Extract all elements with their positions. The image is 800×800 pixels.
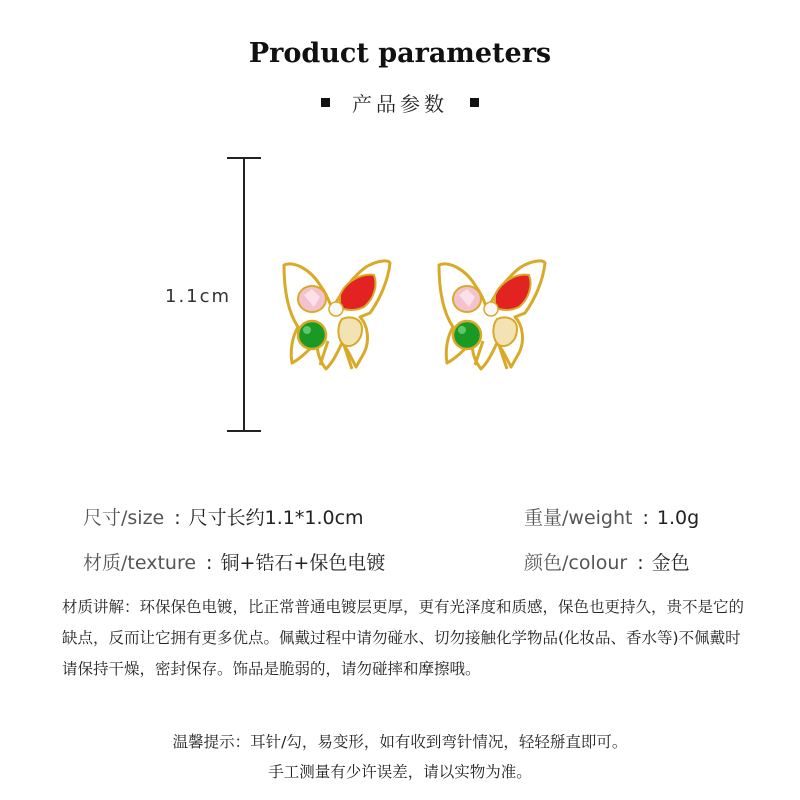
spec-colour-label: 颜色/colour	[524, 552, 628, 574]
spec-material-value: 铜+锆石+保色电镀	[220, 552, 386, 574]
spec-weight: 重量/weight : 1.0g	[524, 503, 699, 530]
right-earring	[439, 261, 545, 369]
square-bullet-icon	[470, 98, 479, 107]
material-description: 材质讲解：环保保色电镀，比正常普通电镀层更厚，更有光泽度和质感，保色也更持久，贵不是它的缺点，反而让它拥有更多优点。佩戴过程中请勿碰水、切勿接触化学物品(化妆品、香水等)不佩戴时请保持干燥，密封保存。饰品是脆弱的，请勿碰摔和摩擦哦。	[62, 598, 745, 678]
spec-colour-value: 金色	[651, 552, 690, 574]
product-image	[275, 255, 555, 380]
spec-colour: 颜色/colour : 金色	[524, 548, 690, 575]
spec-weight-value: 1.0g	[656, 507, 700, 529]
dimension-label: 1.1cm	[165, 286, 232, 307]
spec-size-label: 尺寸/size	[83, 507, 165, 529]
spec-material-label: 材质/texture	[83, 552, 197, 574]
left-earring	[284, 261, 390, 369]
spec-weight-label: 重量/weight	[524, 507, 633, 529]
subtitle-row	[0, 88, 800, 117]
spec-size: 尺寸/size : 尺寸长约1.1*1.0cm	[83, 503, 364, 530]
spec-material: 材质/texture : 铜+锆石+保色电镀	[83, 548, 385, 575]
square-bullet-icon	[321, 98, 330, 107]
warm-tip: 温馨提示：耳针/勾，易变形，如有收到弯针情况，轻轻掰直即可。	[172, 733, 628, 751]
spec-size-value: 尺寸长约1.1*1.0cm	[188, 507, 364, 529]
page-title: Product parameters	[248, 38, 552, 69]
dimension-line	[227, 150, 261, 434]
measurement-note: 手工测量有少许误差，请以实物为准。	[268, 763, 532, 781]
subtitle: 产品参数	[352, 92, 448, 116]
